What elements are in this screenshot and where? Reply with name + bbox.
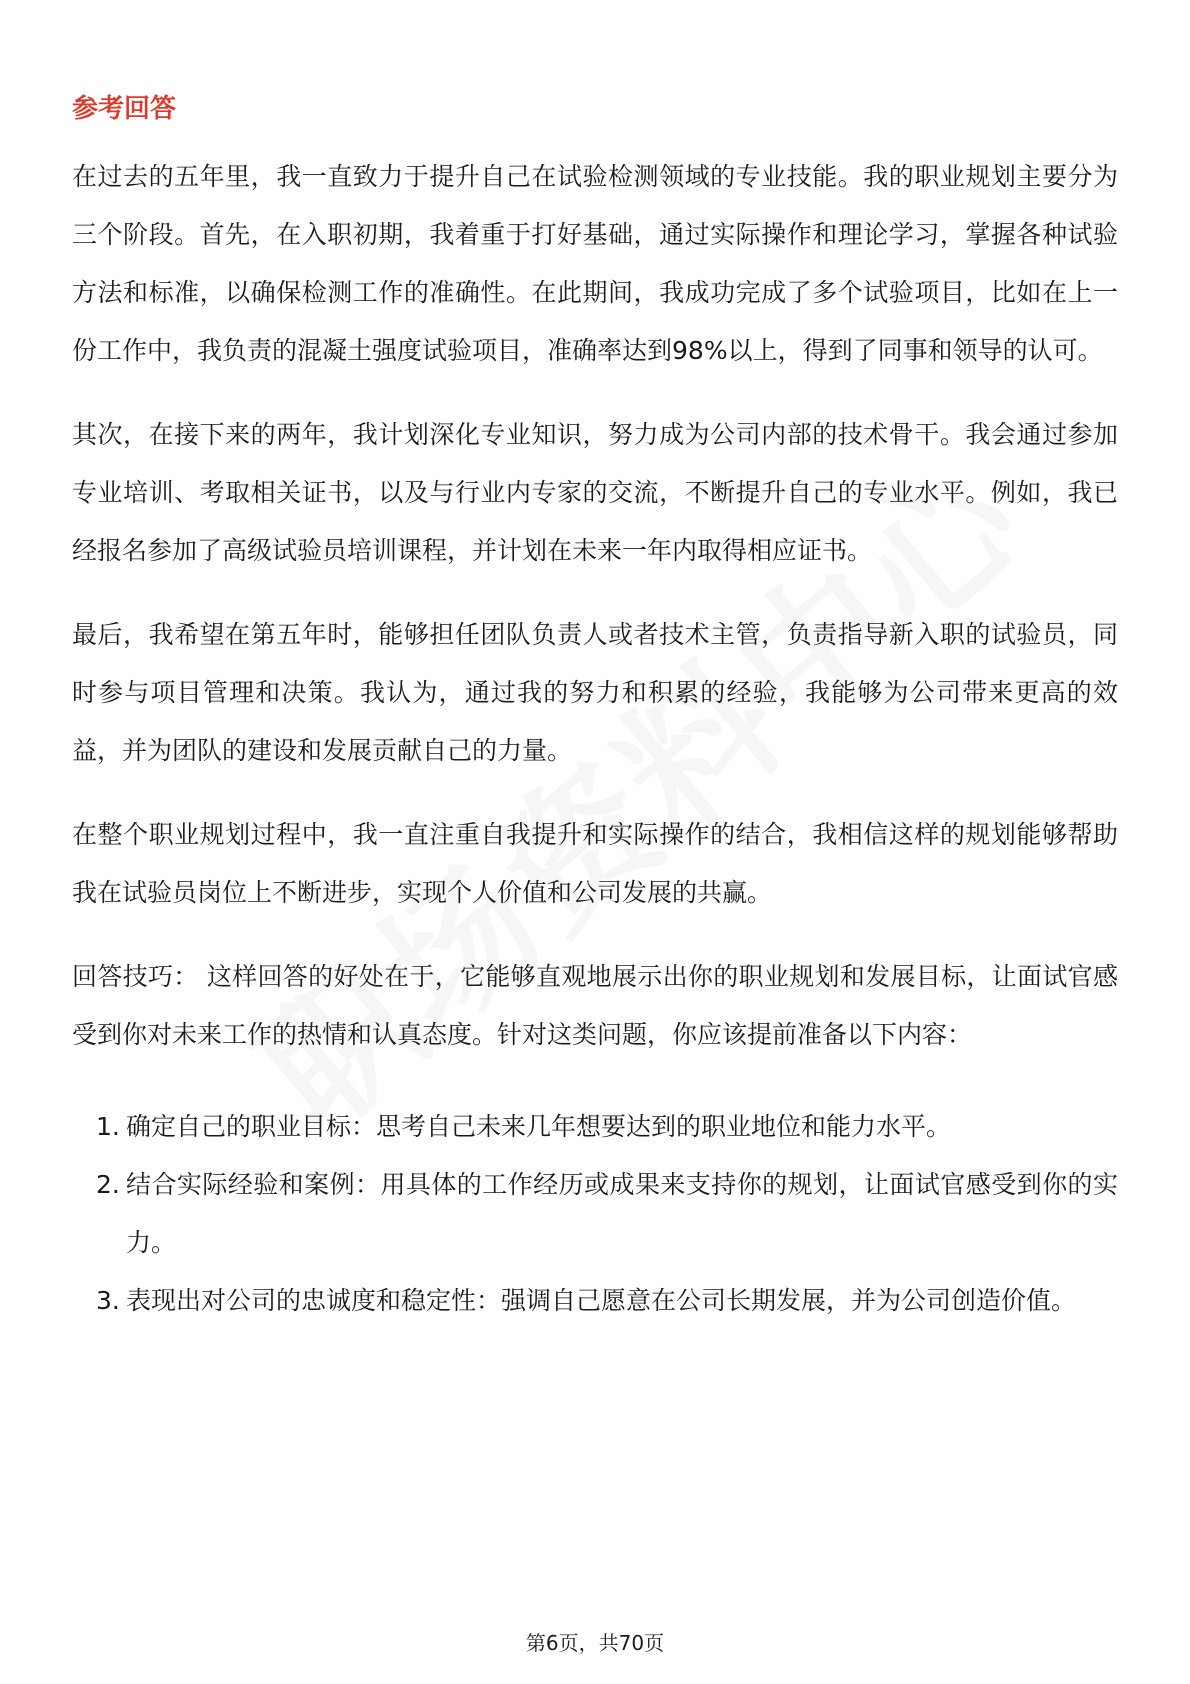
list-item <box>72 1156 1118 1272</box>
section-heading: 参考回答 <box>72 94 177 124</box>
list-item-text: 确定自己的职业目标：思考自己未来几年想要达到的职业地位和能力水平。 <box>126 1112 952 1141</box>
list-number: 3. <box>96 1286 120 1315</box>
list-number: 1. <box>96 1112 120 1141</box>
page-content <box>72 86 1118 1330</box>
list-item-text: 结合实际经验和案例：用具体的工作经历或成果来支持你的规划，让面试官感受到你的实力。 <box>126 1170 1118 1257</box>
tips-list <box>72 1098 1118 1330</box>
answer-tips-paragraph: 回答技巧： 这样回答的好处在于，它能够直观地展示出你的职业规划和发展目标，让面试官感受到你对未来工作的热情和认真态度。针对这类问题，你应该提前准备以下内容： <box>72 962 1118 1049</box>
page-number-footer: 第6页，共70页 <box>525 1631 665 1655</box>
paragraph-4: 在整个职业规划过程中，我一直注重自我提升和实际操作的结合，我相信这样的规划能够帮助我在试验员岗位上不断进步，实现个人价值和公司发展的共赢。 <box>72 820 1118 907</box>
list-item <box>72 1272 1118 1330</box>
list-number: 2. <box>96 1170 120 1199</box>
list-item-text: 表现出对公司的忠诚度和稳定性：强调自己愿意在公司长期发展，并为公司创造价值。 <box>126 1286 1077 1315</box>
paragraph-1: 在过去的五年里，我一直致力于提升自己在试验检测领域的专业技能。我的职业规划主要分为三个阶段。首先，在入职初期，我着重于打好基础，通过实际操作和理论学习，掌握各种试验方法和标准，以确保检测工作的准确性。在此期间，我成功完成了多个试验项目，比如在上一份工作中，我负责的混凝土强度试验项目，准确率达到98%以上，得到了同事和领导的认可。 <box>72 162 1118 365</box>
paragraph-3: 最后，我希望在第五年时，能够担任团队负责人或者技术主管，负责指导新入职的试验员，同时参与项目管理和决策。我认为，通过我的努力和积累的经验，我能够为公司带来更高的效益，并为团队的建设和发展贡献自己的力量。 <box>72 620 1118 765</box>
paragraph-2: 其次，在接下来的两年，我计划深化专业知识，努力成为公司内部的技术骨干。我会通过参加专业培训、考取相关证书，以及与行业内专家的交流，不断提升自己的专业水平。例如，我已经报名参加了高级试验员培训课程，并计划在未来一年内取得相应证书。 <box>72 420 1118 565</box>
list-item <box>72 1098 1118 1156</box>
